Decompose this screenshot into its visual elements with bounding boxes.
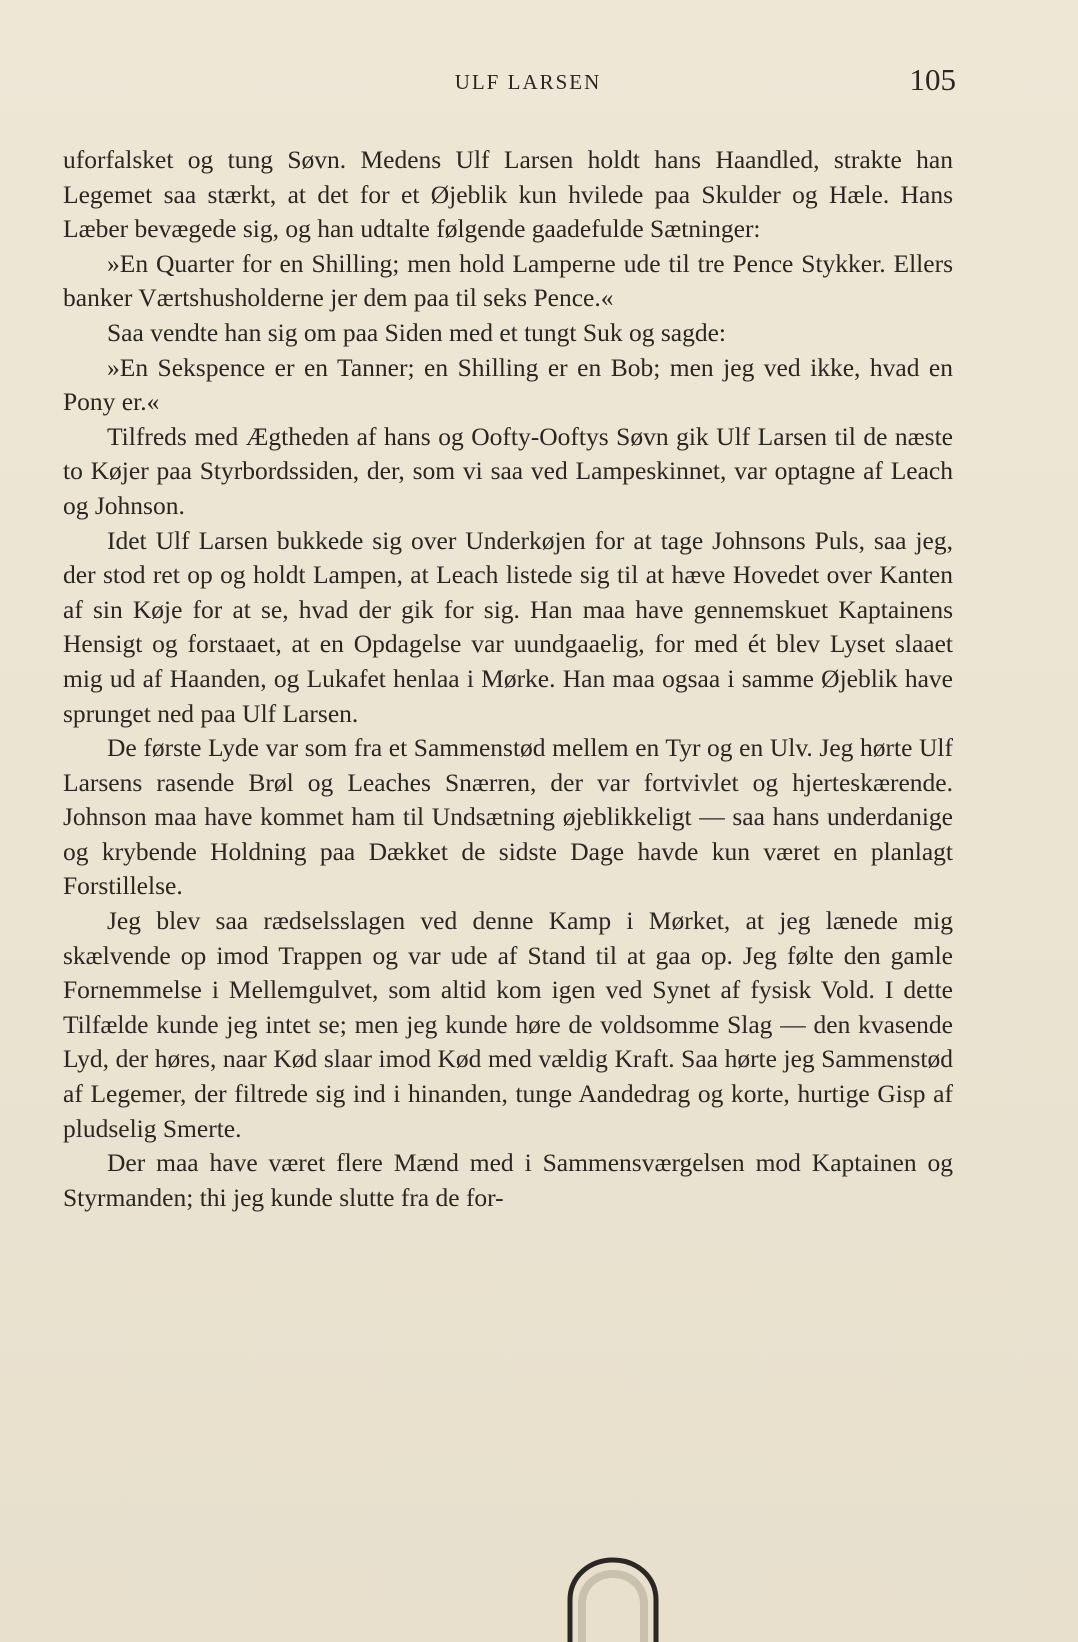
paragraph-continued: uforfalsket og tung Søvn. Medens Ulf Larsen holdt hans Haandled, strakte han Legemet saa stærkt, at det for et Øjeblik kun hvilede paa Skulder og Hæle. Hans Læber bevægede sig, og han udtalte følgende gaadefulde Sætninger:: [63, 145, 953, 244]
paragraph: Jeg blev saa rædselsslagen ved denne Kamp i Mørket, at jeg lænede mig skælvende op imod Trappen og var ude af Stand til at gaa op. Jeg følte den gamle Fornemmelse i Mellemgulvet, som altid kom igen ved Synet af fysisk Vold. I dette Tilfælde kunde jeg intet se; men jeg kunde høre de voldsomme Slag — den kvasende Lyd, der høres, naar Kød slaar imod Kød med vældig Kraft. Saa hørte jeg Sammenstød af Legemer, der filtrede sig ind i hinanden, tunge Aandedrag og korte, hurtige Gisp af pludselig Smerte.: [63, 906, 953, 1143]
paragraph: »En Sekspence er en Tanner; en Shilling er en Bob; men jeg ved ikke, hvad en Pony er.«: [63, 352, 953, 417]
paragraph: Idet Ulf Larsen bukkede sig over Underkøjen for at tage Johnsons Puls, saa jeg, der stod ret op og holdt Lampen, at Leach listede sig til at hæve Hovedet over Kanten af sin Køje for at se, hvad der gik for sig. Han maa have gennemskuet Kaptainens Hensigt og forstaaet, at en Opdagelse var uundgaaelig, for med ét blev Lyset slaaet mig ud af Haanden, og Lukafet henlaa i Mørke. Han maa ogsaa i samme Øjeblik have sprunget ned paa Ulf Larsen.: [63, 525, 953, 728]
paragraph: »En Quarter for en Shilling; men hold Lamperne ude til tre Pence Stykker. Ellers banker Værtshusholderne jer dem paa til seks Pence.«: [63, 248, 953, 313]
page-mark-icon: [560, 1548, 666, 1642]
page-number: 105: [909, 62, 956, 97]
paragraph: De første Lyde var som fra et Sammenstød mellem en Tyr og en Ulv. Jeg hørte Ulf Larsens rasende Brøl og Leaches Snærren, der var fortvivlet og hjerteskærende. Johnson maa have kommet ham til Undsætning øjeblikkeligt — saa hans underdanige og krybende Holdning paa Dækket de sidste Dage havde kun været en planlagt Forstillelse.: [63, 733, 953, 901]
paragraph: Der maa have været flere Mænd med i Sammensværgelsen mod Kaptainen og Styrmanden; thi jeg kunde slutte fra de for-: [63, 1148, 953, 1212]
body-text: [63, 143, 953, 1215]
running-head: [60, 62, 956, 106]
paragraph: Saa vendte han sig om paa Siden med et tungt Suk og sagde:: [107, 317, 726, 347]
running-title: ULF LARSEN: [454, 70, 602, 94]
paragraph: Tilfreds med Ægtheden af hans og Oofty-Ooftys Søvn gik Ulf Larsen til de næste to Køjer paa Styrbordssiden, der, som vi saa ved Lampeskinnet, var optagne af Leach og Johnson.: [63, 421, 953, 520]
